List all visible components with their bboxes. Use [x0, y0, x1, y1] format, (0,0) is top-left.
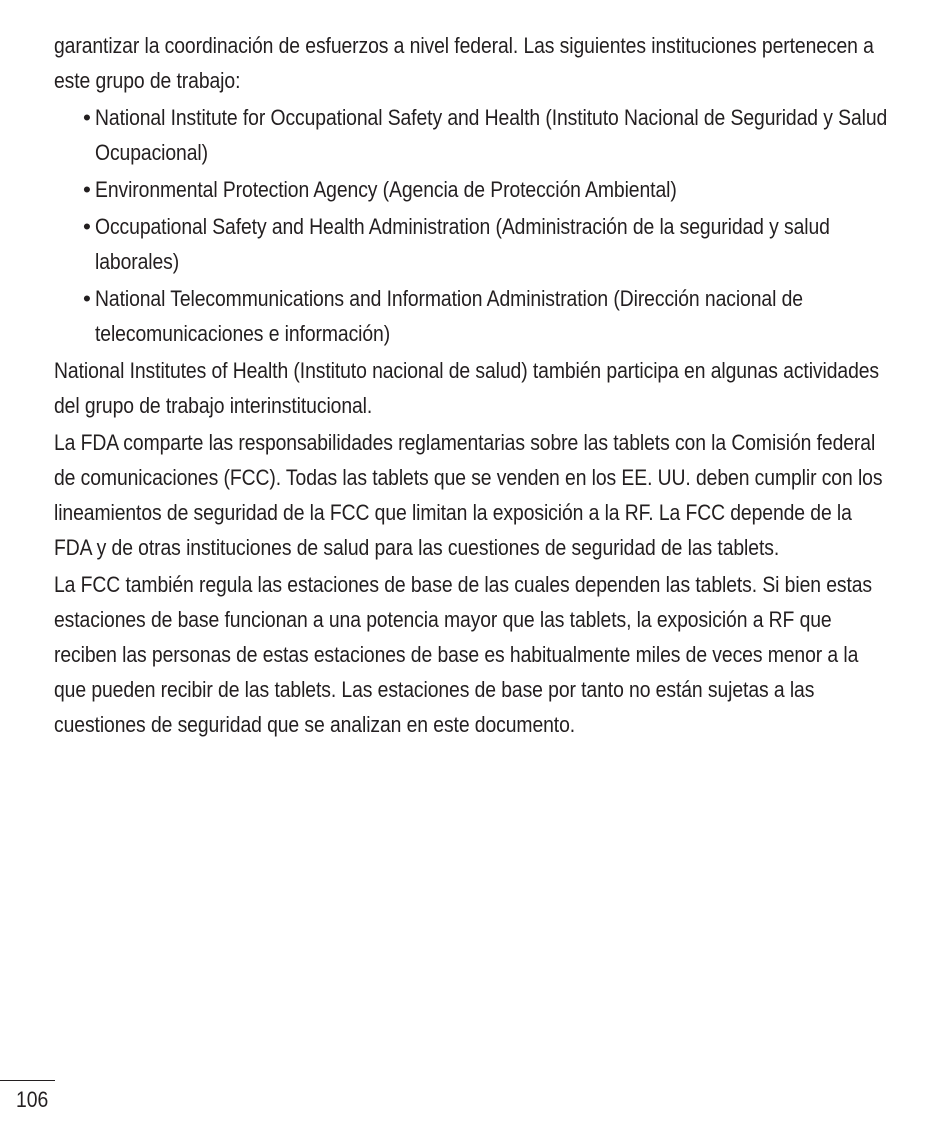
- institution-list: [54, 100, 894, 351]
- list-item-text: Occupational Safety and Health Administration (Administración de la seguridad y salud laborales): [95, 214, 830, 274]
- page-number: 106: [16, 1087, 49, 1112]
- list-item: [54, 209, 894, 279]
- intro-paragraph: garantizar la coordinación de esfuerzos a nivel federal. Las siguientes instituciones pertenecen a este grupo de trabajo:: [54, 33, 874, 93]
- nih-paragraph: National Institutes of Health (Instituto nacional de salud) también participa en algunas actividades del grupo de trabajo interinstitucional.: [54, 358, 880, 418]
- list-item-text: National Telecommunications and Information Administration (Dirección nacional de telecomunicaciones e información): [95, 286, 803, 346]
- list-item: [54, 281, 894, 351]
- fda-fcc-paragraph: La FDA comparte las responsabilidades reglamentarias sobre las tablets con la Comisión federal de comunicaciones (FCC). Todas las tablets que se venden en los EE. UU. deben cumplir con los lineamientos de seguridad de la FCC que limitan la exposición a la RF. La FCC depende de la FDA y de otras instituciones de salud para las cuestiones de seguridad de las tablets.: [54, 430, 883, 560]
- base-stations-paragraph: La FCC también regula las estaciones de base de las cuales dependen las tablets. Si bien estas estaciones de base funcionan a una potencia mayor que las tablets, la exposición a RF que reciben las personas de estas estaciones de base es habitualmente miles de veces menor a la que pueden recibir de las tablets. Las estaciones de base por tanto no están sujetas a las cuestiones de seguridad que se analizan en este documento.: [54, 572, 873, 737]
- bullet-icon: •: [83, 105, 91, 130]
- list-item: [54, 172, 894, 207]
- bullet-icon: •: [83, 286, 91, 311]
- page-number-rule: [0, 1080, 55, 1081]
- document-page: [54, 28, 894, 744]
- list-item-text: National Institute for Occupational Safety and Health (Instituto Nacional de Seguridad y Salud Ocupacional): [95, 105, 888, 165]
- bullet-icon: •: [83, 214, 91, 239]
- list-item-text: Environmental Protection Agency (Agencia de Protección Ambiental): [95, 177, 677, 202]
- bullet-icon: •: [83, 177, 91, 202]
- list-item: [54, 100, 894, 170]
